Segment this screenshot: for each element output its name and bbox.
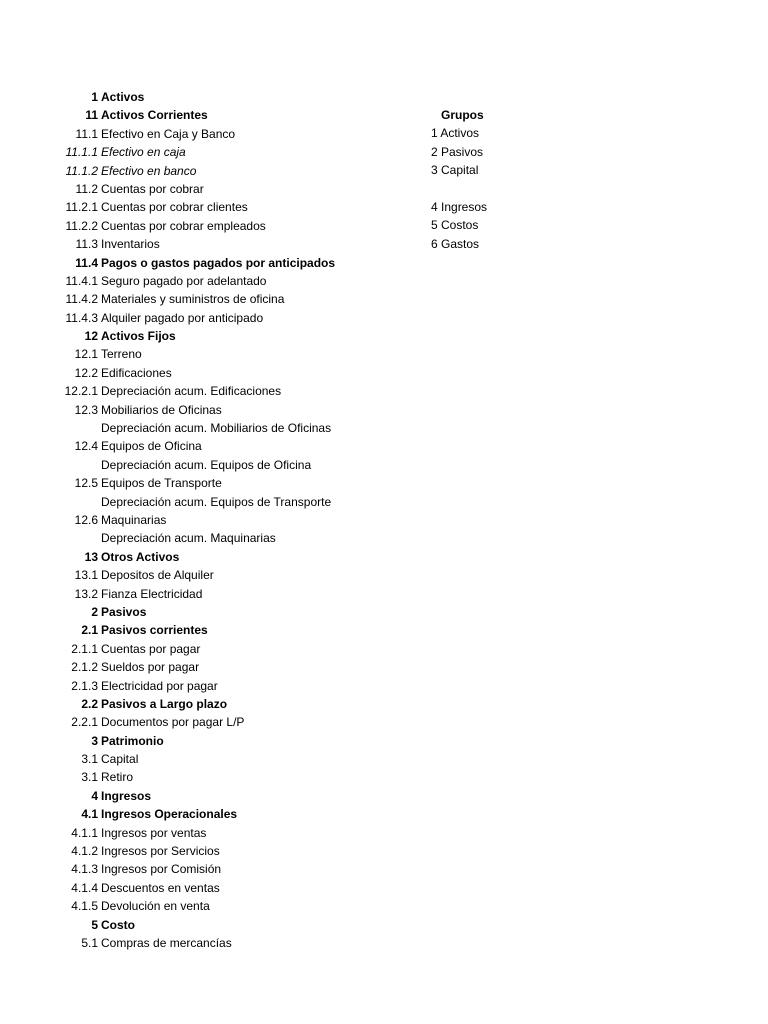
account-row (0, 106, 420, 124)
account-row (0, 842, 420, 860)
account-name: Equipos de Oficina (101, 439, 202, 454)
account-name: Materiales y suministros de oficina (101, 292, 285, 307)
account-row (0, 125, 420, 143)
account-name: Pasivos a Largo plazo (101, 696, 228, 711)
account-code: 2.2.1 (71, 715, 98, 730)
account-row (0, 456, 420, 474)
account-name: Depreciación acum. Mobiliarios de Oficinas (101, 421, 332, 436)
account-row (0, 787, 420, 805)
account-code: 12.3 (74, 402, 98, 417)
account-row (0, 677, 420, 695)
account-name: Pasivos (101, 604, 147, 619)
account-name: Compras de mercancías (101, 935, 232, 950)
group-item: 3 Capital (431, 163, 479, 178)
account-code (0, 493, 101, 511)
account-code: 4.1.3 (71, 862, 98, 877)
chart-of-accounts-list (0, 88, 420, 952)
account-name: Activos Fijos (101, 329, 176, 344)
account-row (0, 585, 420, 603)
account-code: 12.5 (74, 476, 98, 491)
account-name: Pagos o gastos pagados por anticipados (101, 255, 336, 270)
account-code: 11.3 (75, 237, 98, 252)
account-code: 11.4 (75, 255, 98, 270)
account-code: 12.2.1 (64, 384, 98, 399)
account-code: 3 (91, 733, 98, 748)
account-name: Depreciación acum. Edificaciones (101, 384, 282, 399)
account-code: 2.2 (81, 696, 98, 711)
group-item: 1 Activos (431, 126, 480, 141)
account-code: 4.1 (81, 807, 98, 822)
account-row (0, 272, 420, 290)
account-name: Edificaciones (101, 365, 172, 380)
groups-header: Grupos (441, 108, 484, 122)
account-code: 13.2 (74, 586, 98, 601)
account-code: 3.1 (81, 770, 98, 785)
account-row (0, 658, 420, 676)
account-row (0, 309, 420, 327)
account-row (0, 713, 420, 731)
account-row (0, 290, 420, 308)
account-row (0, 401, 420, 419)
account-name: Ingresos Operacionales (101, 807, 238, 822)
account-code: 11.2 (75, 181, 98, 196)
account-row (0, 88, 420, 106)
account-code: 5.1 (81, 935, 98, 950)
account-row (0, 345, 420, 363)
account-name: Ingresos por ventas (101, 825, 207, 840)
account-code: 2.1.1 (71, 641, 98, 656)
account-row (0, 143, 420, 161)
account-row (0, 437, 420, 455)
account-row (0, 198, 420, 216)
account-name: Capital (101, 752, 139, 767)
account-name: Equipos de Transporte (101, 476, 222, 491)
account-row (0, 860, 420, 878)
account-name: Electricidad por pagar (101, 678, 218, 693)
account-name: Retiro (101, 770, 134, 785)
account-row (0, 695, 420, 713)
groups-list (428, 106, 548, 253)
account-name: Depreciación acum. Equipos de Oficina (101, 457, 312, 472)
account-row (0, 566, 420, 584)
account-row (0, 254, 420, 272)
account-row (0, 768, 420, 786)
account-name: Activos (101, 90, 145, 104)
account-name: Inventarios (101, 237, 160, 252)
account-row (0, 548, 420, 566)
account-code: 12.4 (74, 439, 98, 454)
account-row (0, 916, 420, 934)
account-name: Mobiliarios de Oficinas (101, 402, 222, 417)
account-name: Ingresos (101, 788, 152, 803)
account-name: Efectivo en Caja y Banco (101, 126, 236, 141)
account-code: 11.4.1 (65, 273, 98, 288)
account-row (0, 511, 420, 529)
group-item: 2 Pasivos (431, 144, 484, 159)
account-code: 11 (85, 108, 98, 123)
account-name: Alquiler pagado por anticipado (101, 310, 264, 325)
account-code: 4.1.1 (71, 825, 98, 840)
account-code: 12.2 (74, 365, 98, 380)
account-code: 11.4.3 (65, 310, 98, 325)
account-name: Sueldos por pagar (101, 660, 200, 675)
account-name: Seguro pagado por adelantado (101, 273, 267, 288)
account-row (0, 180, 420, 198)
account-name: Depreciación acum. Maquinarias (101, 531, 276, 546)
account-code: 11.2.1 (65, 200, 98, 215)
account-row (0, 805, 420, 823)
account-row (0, 235, 420, 253)
account-name: Depositos de Alquiler (101, 568, 214, 583)
account-name: Documentos por pagar L/P (101, 715, 245, 730)
account-name: Descuentos en ventas (101, 880, 220, 895)
account-code (0, 419, 101, 437)
account-name: Ingresos por Comisión (101, 862, 222, 877)
account-row (0, 621, 420, 639)
account-code: 4.1.2 (71, 844, 98, 859)
account-name: Activos Corrientes (101, 108, 208, 123)
account-name: Maquinarias (101, 512, 167, 527)
account-code: 2.1.3 (71, 678, 98, 693)
account-name: Fianza Electricidad (101, 586, 203, 601)
account-name: Costo (101, 917, 135, 932)
account-row (0, 493, 420, 511)
account-row (0, 732, 420, 750)
account-row (0, 897, 420, 915)
account-code: 12.1 (74, 347, 98, 362)
account-name: Cuentas por cobrar empleados (101, 218, 266, 233)
account-name: Efectivo en banco (101, 163, 197, 178)
account-name: Cuentas por cobrar (101, 181, 204, 196)
account-name: Otros Activos (101, 549, 180, 564)
account-name: Ingresos por Servicios (101, 844, 220, 859)
account-row (0, 327, 420, 345)
account-code: 11.1 (75, 126, 98, 141)
account-row (0, 603, 420, 621)
account-code: 11.1.1 (65, 145, 98, 160)
account-name: Cuentas por pagar (101, 641, 201, 656)
account-row (0, 382, 420, 400)
account-code: 4 (91, 788, 98, 803)
account-name: Efectivo en caja (101, 145, 186, 160)
account-row (0, 217, 420, 235)
account-code: 2.1.2 (71, 660, 98, 675)
account-code: 11.1.2 (65, 163, 98, 178)
account-code: 2.1 (81, 623, 98, 638)
account-name: Terreno (101, 347, 142, 362)
account-name: Pasivos corrientes (101, 623, 208, 638)
account-code: 2 (91, 604, 98, 619)
account-row (0, 934, 420, 952)
group-item: 5 Costos (431, 218, 479, 233)
group-item: 4 Ingresos (431, 199, 488, 214)
account-code: 13 (84, 549, 98, 564)
account-code: 12.6 (74, 512, 98, 527)
account-row (0, 364, 420, 382)
account-row (0, 474, 420, 492)
account-name: Devolución en venta (101, 899, 210, 914)
account-name: Cuentas por cobrar clientes (101, 200, 248, 215)
account-row (0, 640, 420, 658)
account-code (0, 456, 101, 474)
account-row (0, 750, 420, 768)
account-row (0, 879, 420, 897)
account-code: 11.4.2 (65, 292, 98, 307)
group-item: 6 Gastos (431, 236, 480, 251)
account-row (0, 529, 420, 547)
account-name: Depreciación acum. Equipos de Transporte (101, 494, 332, 509)
account-code: 13.1 (74, 568, 98, 583)
account-code: 3.1 (81, 752, 98, 767)
account-code: 11.2.2 (65, 218, 98, 233)
account-row (0, 419, 420, 437)
group-spacer (428, 180, 548, 198)
account-row (0, 824, 420, 842)
account-code: 12 (84, 329, 98, 344)
account-row (0, 162, 420, 180)
account-code: 4.1.4 (71, 880, 98, 895)
account-code: 5 (91, 917, 98, 932)
account-code: 1 (91, 90, 98, 104)
account-code: 4.1.5 (71, 899, 98, 914)
account-code (0, 529, 101, 547)
account-name: Patrimonio (101, 733, 164, 748)
